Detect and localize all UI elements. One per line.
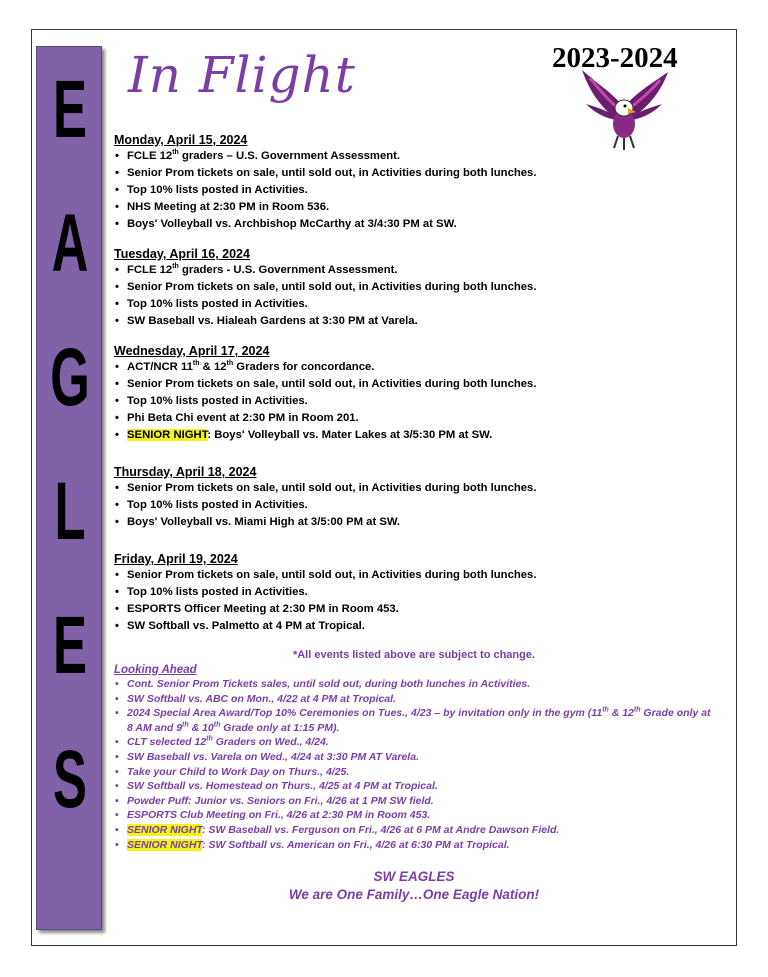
event-item: • SENIOR NIGHT: Boys' Volleyball vs. Mater Lakes at 3/5:30 PM at SW. [114,427,714,444]
day-section [114,246,714,330]
upcoming-item: • Cont. Senior Prom Tickets sales, until sold out, during both lunches in Activities. [114,677,714,692]
event-item: • FCLE 12th graders - U.S. Government Assessment. [114,262,714,279]
event-item: • FCLE 12th graders – U.S. Government Assessment. [114,148,714,165]
upcoming-item: • 2024 Special Area Award/Top 10% Ceremonies on Tues., 4/23 – by invitation only in the gym (11th & 12th Grade only at 8 AM and 9th & 10th Grade only at 1:15 PM). [114,706,714,735]
event-item: • ACT/NCR 11th & 12th Graders for concordance. [114,359,714,376]
in-flight-title: In Flight [128,46,356,104]
upcoming-item: • ESPORTS Club Meeting on Fri., 4/26 at 2:30 PM in Room 453. [114,808,714,823]
event-item: • Top 10% lists posted in Activities. [114,296,714,313]
event-item: • NHS Meeting at 2:30 PM in Room 536. [114,199,714,216]
upcoming-item: • SW Baseball vs. Varela on Wed., 4/24 at 3:30 PM AT Varela. [114,750,714,765]
sidebar-letter: E [53,64,87,155]
footer-line-2: We are One Family…One Eagle Nation! [288,887,540,903]
day-title: Wednesday, April 17, 2024 [114,344,270,358]
sidebar-letter: L [54,466,86,557]
senior-night-highlight: SENIOR NIGHT [127,429,208,441]
day-title: Friday, April 19, 2024 [114,552,238,566]
sidebar-letter: A [51,198,89,289]
day-section [114,132,714,233]
change-notice: *All events listed above are subject to change. [292,649,536,661]
event-item: • Phi Beta Chi event at 2:30 PM in Room 201. [114,410,714,427]
event-item: • Senior Prom tickets on sale, until sold out, in Activities during both lunches. [114,376,714,393]
sidebar-letter: E [53,600,87,691]
event-item: • Top 10% lists posted in Activities. [114,584,714,601]
upcoming-item: • CLT selected 12th Graders on Wed., 4/24. [114,735,714,750]
sidebar-letter: S [53,734,87,825]
event-item: • SW Softball vs. Palmetto at 4 PM at Tropical. [114,618,714,635]
footer-line-1: SW EAGLES [373,869,455,885]
footer [114,868,714,904]
looking-ahead-title: Looking Ahead [114,664,197,676]
event-item: • SW Baseball vs. Hialeah Gardens at 3:30 PM at Varela. [114,313,714,330]
day-section [114,551,714,635]
upcoming-item: • SENIOR NIGHT: SW Softball vs. American on Fri., 4/26 at 6:30 PM at Tropical. [114,838,714,853]
looking-ahead-section [114,663,714,852]
event-item: • Senior Prom tickets on sale, until sold out, in Activities during both lunches. [114,165,714,182]
event-item: • Senior Prom tickets on sale, until sold out, in Activities during both lunches. [114,480,714,497]
upcoming-item: • SENIOR NIGHT: SW Baseball vs. Ferguson on Fri., 4/26 at 6 PM at Andre Dawson Field. [114,823,714,838]
upcoming-item: • SW Softball vs. Homestead on Thurs., 4/25 at 4 PM at Tropical. [114,779,714,794]
event-item: • Top 10% lists posted in Activities. [114,497,714,514]
eagles-sidebar [36,46,102,930]
school-year: 2023-2024 [552,42,678,74]
upcoming-item: • Take your Child to Work Day on Thurs., 4/25. [114,765,714,780]
event-item: • ESPORTS Officer Meeting at 2:30 PM in Room 453. [114,601,714,618]
main-content [114,132,714,904]
upcoming-item: • SW Softball vs. ABC on Mon., 4/22 at 4 PM at Tropical. [114,692,714,707]
day-title: Monday, April 15, 2024 [114,133,248,147]
event-item: • Boys' Volleyball vs. Miami High at 3/5:00 PM at SW. [114,514,714,531]
senior-night-highlight: SENIOR NIGHT [127,823,203,836]
day-section [114,343,714,444]
day-title: Tuesday, April 16, 2024 [114,247,250,261]
day-section [114,464,714,531]
event-item: • Boys' Volleyball vs. Archbishop McCarthy at 3/4:30 PM at SW. [114,216,714,233]
event-item: • Top 10% lists posted in Activities. [114,393,714,410]
upcoming-item: • Powder Puff: Junior vs. Seniors on Fri., 4/26 at 1 PM SW field. [114,794,714,809]
day-title: Thursday, April 18, 2024 [114,465,257,479]
event-item: • Senior Prom tickets on sale, until sold out, in Activities during both lunches. [114,567,714,584]
sidebar-letter: G [50,332,90,423]
senior-night-highlight: SENIOR NIGHT [127,838,203,851]
event-item: • Senior Prom tickets on sale, until sold out, in Activities during both lunches. [114,279,714,296]
event-item: • Top 10% lists posted in Activities. [114,182,714,199]
